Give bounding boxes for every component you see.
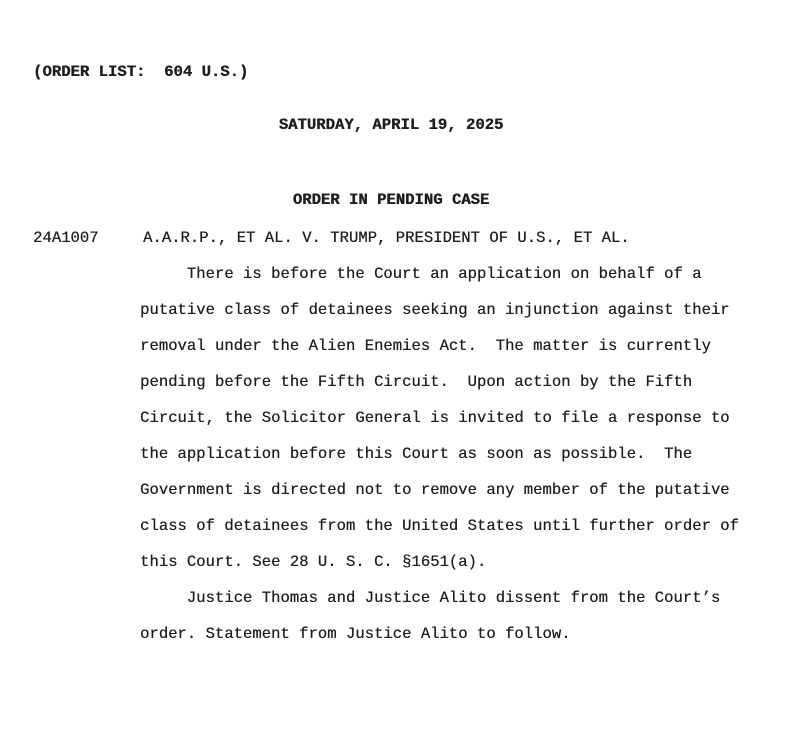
document-line: Circuit, the Solicitor General is invited to file a response to xyxy=(140,409,730,427)
order-body xyxy=(140,256,739,652)
document-line: Government is directed not to remove any member of the putative xyxy=(140,481,730,499)
case-row xyxy=(33,220,630,256)
case-title: A.A.R.P., ET AL. V. TRUMP, PRESIDENT OF U.S., ET AL. xyxy=(143,229,630,247)
document-line: There is before the Court an application on behalf of a xyxy=(140,265,702,283)
document-line: removal under the Alien Enemies Act. The matter is currently xyxy=(140,337,711,355)
document-line: pending before the Fifth Circuit. Upon action by the Fifth xyxy=(140,373,693,391)
order-paragraph xyxy=(140,256,739,580)
dissent-paragraph xyxy=(140,580,739,652)
document-line: order. Statement from Justice Alito to follow. xyxy=(140,625,571,643)
docket-number: 24A1007 xyxy=(33,229,99,247)
document-line: Justice Thomas and Justice Alito dissent from the Court’s xyxy=(140,589,721,607)
document-line: this Court. See 28 U. S. C. §1651(a). xyxy=(140,553,487,571)
document-line: putative class of detainees seeking an injunction against their xyxy=(140,301,730,319)
document-line: the application before this Court as soon as possible. The xyxy=(140,445,693,463)
order-list-header: (ORDER LIST: 604 U.S.) xyxy=(33,63,249,81)
date-heading: SATURDAY, APRIL 19, 2025 xyxy=(278,116,504,134)
section-heading: ORDER IN PENDING CASE xyxy=(292,191,490,209)
document-line: class of detainees from the United States until further order of xyxy=(140,517,739,535)
